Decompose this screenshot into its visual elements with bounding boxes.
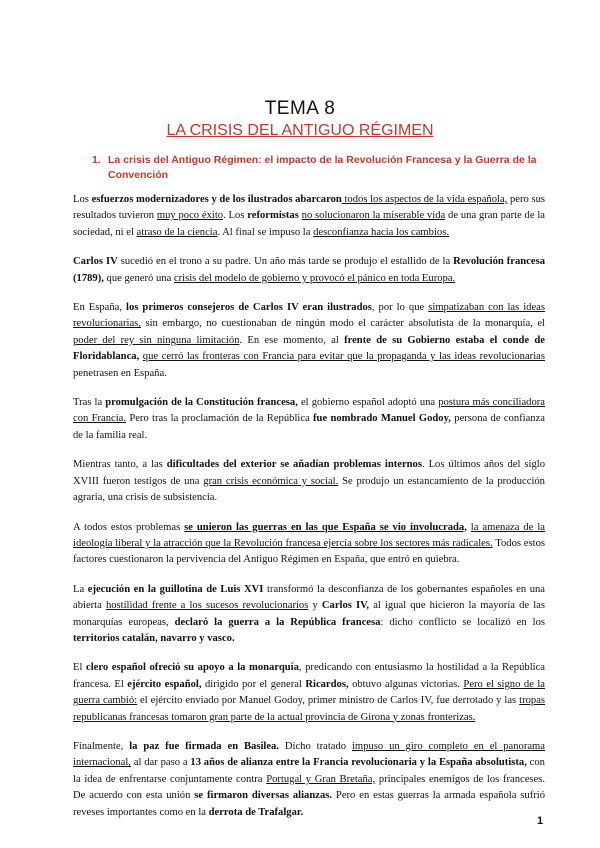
text-run: pero sus resultados tuvieron xyxy=(73,194,545,222)
text-run: crisis del modelo de gobierno y provocó el pánico en toda Europa. xyxy=(173,272,456,284)
text-run: , predicando con entusiasmo la hostilidad a la República francesa. El xyxy=(73,662,545,690)
text-run: persona de confianza de la familia real. xyxy=(73,413,545,441)
text-run: La xyxy=(73,583,88,595)
text-run: todos los aspectos de la vida española, xyxy=(341,194,508,205)
text-run: , por lo que xyxy=(371,302,429,314)
text-run: ejército español, xyxy=(127,678,202,690)
text-run: fue nombrado Manuel Godoy, xyxy=(313,413,451,425)
text-run: Finalmente, xyxy=(73,740,130,752)
text-run: promulgación de la Constitución francesa, xyxy=(105,397,298,409)
title-block xyxy=(0,98,600,141)
text-run: Revolución francesa (1789), xyxy=(73,256,545,284)
paragraph xyxy=(73,192,545,241)
text-run: postura más conciliadora con Francia. xyxy=(73,397,545,425)
text-run: . En ese momento, al xyxy=(239,334,345,346)
text-run: territorios catalán, navarro y vasco. xyxy=(73,632,235,644)
text-run: En España, xyxy=(73,302,127,314)
section-title: La crisis del Antiguo Régimen: el impacto de la Revolución Francesa y la Guerra de la Convención xyxy=(108,154,537,181)
page-number: 1 xyxy=(537,815,544,827)
text-run: Todos estos factores cuestionaron la pervivencia del Antiguo Régimen en España, que entró en quiebra. xyxy=(73,537,545,566)
text-run: Pero tras la proclamación de la República xyxy=(126,413,314,425)
paragraph xyxy=(73,582,545,648)
section-number: 1. xyxy=(92,154,101,166)
text-run: esfuerzos modernizadores y de los ilustrados abarcaron xyxy=(91,194,342,205)
text-run: Pero en estas guerras la armada española sufrió reveses importantes como en la xyxy=(73,790,546,818)
text-run: Los xyxy=(73,194,92,205)
paragraph xyxy=(73,395,545,444)
text-run: principales enemigos de los franceses. De acuerdo con esta unión xyxy=(73,773,545,802)
text-run: la amenaza de la ideología liberal y la atracción que la Revolución francesa ejercía sobre los sectores más radicales. xyxy=(73,521,545,549)
text-run: derrota de Trafalgar. xyxy=(208,806,304,818)
text-run: muy poco éxito xyxy=(156,210,224,222)
text-run: hostilidad frente a los sucesos revolucionarios xyxy=(105,600,309,612)
text-run: la paz fue firmada en Basilea. xyxy=(129,740,279,752)
text-run: sin embargo, no cuestionaban de ningún modo el carácter absolutista de la monarquía, el xyxy=(140,318,545,330)
text-run: dificultades del exterior se añadían problemas internos xyxy=(166,459,422,471)
paragraph xyxy=(73,457,545,506)
text-run: Tras la xyxy=(73,397,106,409)
paragraph xyxy=(73,254,545,287)
section-heading xyxy=(92,153,552,183)
text-run: 13 años de alianza entre la Francia revolucionaria y la España absolutista, xyxy=(190,757,527,769)
text-run: reformistas xyxy=(247,210,299,222)
text-run: : dicho conflicto se localizó en los xyxy=(380,616,545,628)
text-run: Portugal y Gran Bretaña, xyxy=(266,773,376,785)
text-run: se unieron las guerras en las que España se vio involucrada, xyxy=(184,521,467,533)
text-run: poder del rey sin ninguna limitación xyxy=(73,334,240,346)
text-run: frente de su Gobierno estaba el conde de Floridablanca, xyxy=(73,334,545,363)
paragraph xyxy=(73,660,545,726)
text-run: los primeros consejeros de Carlos IV eran ilustrados xyxy=(126,302,372,314)
text-run: El xyxy=(73,662,87,674)
text-run: atraso de la ciencia xyxy=(136,226,218,238)
page-title: TEMA 8 xyxy=(264,98,336,119)
text-run: obtuvo algunas victorias. xyxy=(348,678,464,690)
text-run: declaró la guerra a la República francesa xyxy=(174,616,381,628)
text-run: Pero el signo de la guerra cambió: xyxy=(73,678,545,707)
text-run: el ejército enviado por Manuel Godoy, primer ministro de Carlos IV, fue derrotado y las xyxy=(137,695,520,707)
text-run: dirigido por el general xyxy=(201,678,306,690)
text-run: impuso un giro completo en el panorama internacional, xyxy=(73,740,546,769)
text-run: Carlos IV, xyxy=(321,600,370,612)
text-run: transformó la desconfianza de los gobernantes españoles en una abierta xyxy=(73,583,546,612)
text-run: Carlos IV xyxy=(73,256,118,268)
text-run: al dar paso a xyxy=(130,757,191,769)
text-run: A todos estos problemas xyxy=(73,521,185,533)
paragraph xyxy=(73,520,545,569)
text-run: sucedió en el trono a su padre. Un año más tarde se produjo el estallido de la xyxy=(117,256,454,268)
text-run: y xyxy=(308,600,322,612)
page-subtitle: LA CRISIS DEL ANTIGUO RÉGIMEN xyxy=(166,122,434,139)
text-run: tropas republicanas francesas tomaron gran parte de la actual provincia de Girona y zonas fronterizas. xyxy=(73,695,546,723)
text-run: clero español ofreció su apoyo a la monarquía xyxy=(86,662,299,674)
document-body xyxy=(73,192,545,834)
text-run: Mientras tanto, a las xyxy=(73,459,167,471)
paragraph xyxy=(73,300,545,382)
text-run: Dicho tratado xyxy=(279,740,352,752)
text-run: se firmaron diversas alianzas. xyxy=(194,790,333,802)
text-run: al igual que hicieron la mayoría de las monarquías europeas, xyxy=(73,600,545,628)
text-run: de una gran parte de la sociedad, ni el xyxy=(73,210,546,238)
text-run: . Los últimos años del siglo XVIII fueron testigos de una xyxy=(73,459,546,487)
paragraph xyxy=(73,739,545,821)
text-run: ejecución en la guillotina de Luis XVI xyxy=(87,583,264,595)
text-run: con la idea de enfrentarse conjuntamente contra xyxy=(73,757,545,785)
text-run: . Al final se impuso la xyxy=(217,226,314,238)
text-run: no solucionaron la miserable vida xyxy=(301,210,446,222)
text-run: . Los xyxy=(223,210,248,222)
text-run: Ricardos, xyxy=(305,678,349,690)
text-run: que generó una xyxy=(103,272,174,284)
text-run: gran crisis económica y social. xyxy=(203,475,339,487)
text-run: que cerró las fronteras con Francia para evitar que la propaganda y las ideas revolucionarias xyxy=(142,351,545,363)
text-run: simpatizaban con las ideas revolucionarias, xyxy=(73,302,546,330)
text-run: el gobierno español adoptó una xyxy=(297,397,439,409)
text-run: desconfianza hacia los cambios. xyxy=(313,226,449,238)
text-run: Se produjo un estancamiento de la producción agraria, una crisis de subsistencia. xyxy=(73,475,545,504)
text-run: penetrasen en España. xyxy=(73,367,167,379)
